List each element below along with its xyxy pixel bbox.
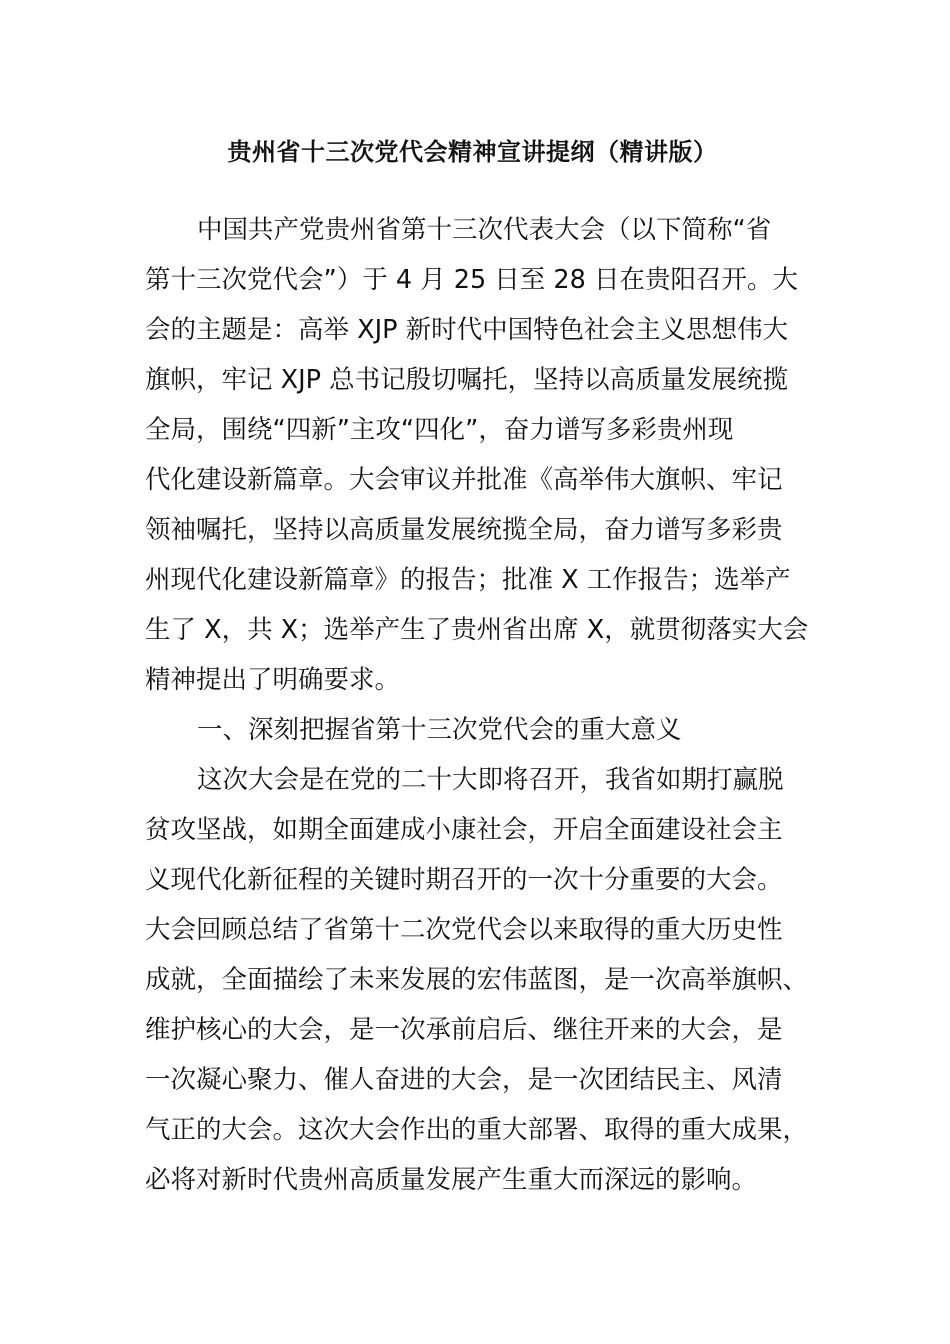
- intro-paragraph-line: 中国共产党贵州省第十三次代表大会（以下简称“省: [197, 215, 772, 245]
- document-title: 贵州省十三次党代会精神宣讲提纲（精讲版）: [227, 138, 718, 166]
- intro-paragraph-line: 全局，围绕“四新”主攻“四化”，奋力谱写多彩贵州现: [145, 415, 734, 445]
- intro-paragraph-line: 州现代化建设新篇章》的报告；批准 X 工作报告；选举产: [145, 565, 791, 595]
- section-paragraph-line: 成就，全面描绘了未来发展的宏伟蓝图，是一次高举旗帜、: [145, 965, 809, 995]
- intro-paragraph-line: 代化建设新篇章。大会审议并批准《高举伟大旗帜、牢记: [145, 465, 783, 495]
- section-paragraph-line: 气正的大会。这次大会作出的重大部署、取得的重大成果，: [145, 1115, 809, 1145]
- intro-paragraph-line: 精神提出了明确要求。: [145, 665, 401, 695]
- intro-paragraph-line: 第十三次党代会”）于 4 月 25 日至 28 日在贵阳召开。大: [145, 265, 798, 295]
- section-paragraph-line: 义现代化新征程的关键时期召开的一次十分重要的大会。: [145, 865, 783, 895]
- section-paragraph-line: 一次凝心聚力、催人奋进的大会，是一次团结民主、风清: [145, 1065, 783, 1095]
- intro-paragraph-line: 会的主题是：高举 XJP 新时代中国特色社会主义思想伟大: [145, 315, 789, 345]
- document-body: [145, 205, 809, 1205]
- section-heading: 一、深刻把握省第十三次党代会的重大意义: [197, 715, 682, 745]
- intro-paragraph-line: 生了 X，共 X；选举产生了贵州省出席 X，就贯彻落实大会: [145, 615, 809, 645]
- section-paragraph-line: 维护核心的大会，是一次承前启后、继往开来的大会，是: [145, 1015, 783, 1045]
- section-paragraph-line: 贫攻坚战，如期全面建成小康社会，开启全面建设社会主: [145, 815, 783, 845]
- section-paragraph-line: 这次大会是在党的二十大即将召开，我省如期打赢脱: [197, 765, 784, 795]
- section-paragraph-line: 必将对新时代贵州高质量发展产生重大而深远的影响。: [145, 1165, 758, 1195]
- intro-paragraph-line: 领袖嘱托，坚持以高质量发展统揽全局，奋力谱写多彩贵: [145, 515, 783, 545]
- section-paragraph-line: 大会回顾总结了省第十二次党代会以来取得的重大历史性: [145, 915, 783, 945]
- intro-paragraph-line: 旗帜，牢记 XJP 总书记殷切嘱托，坚持以高质量发展统揽: [145, 365, 789, 395]
